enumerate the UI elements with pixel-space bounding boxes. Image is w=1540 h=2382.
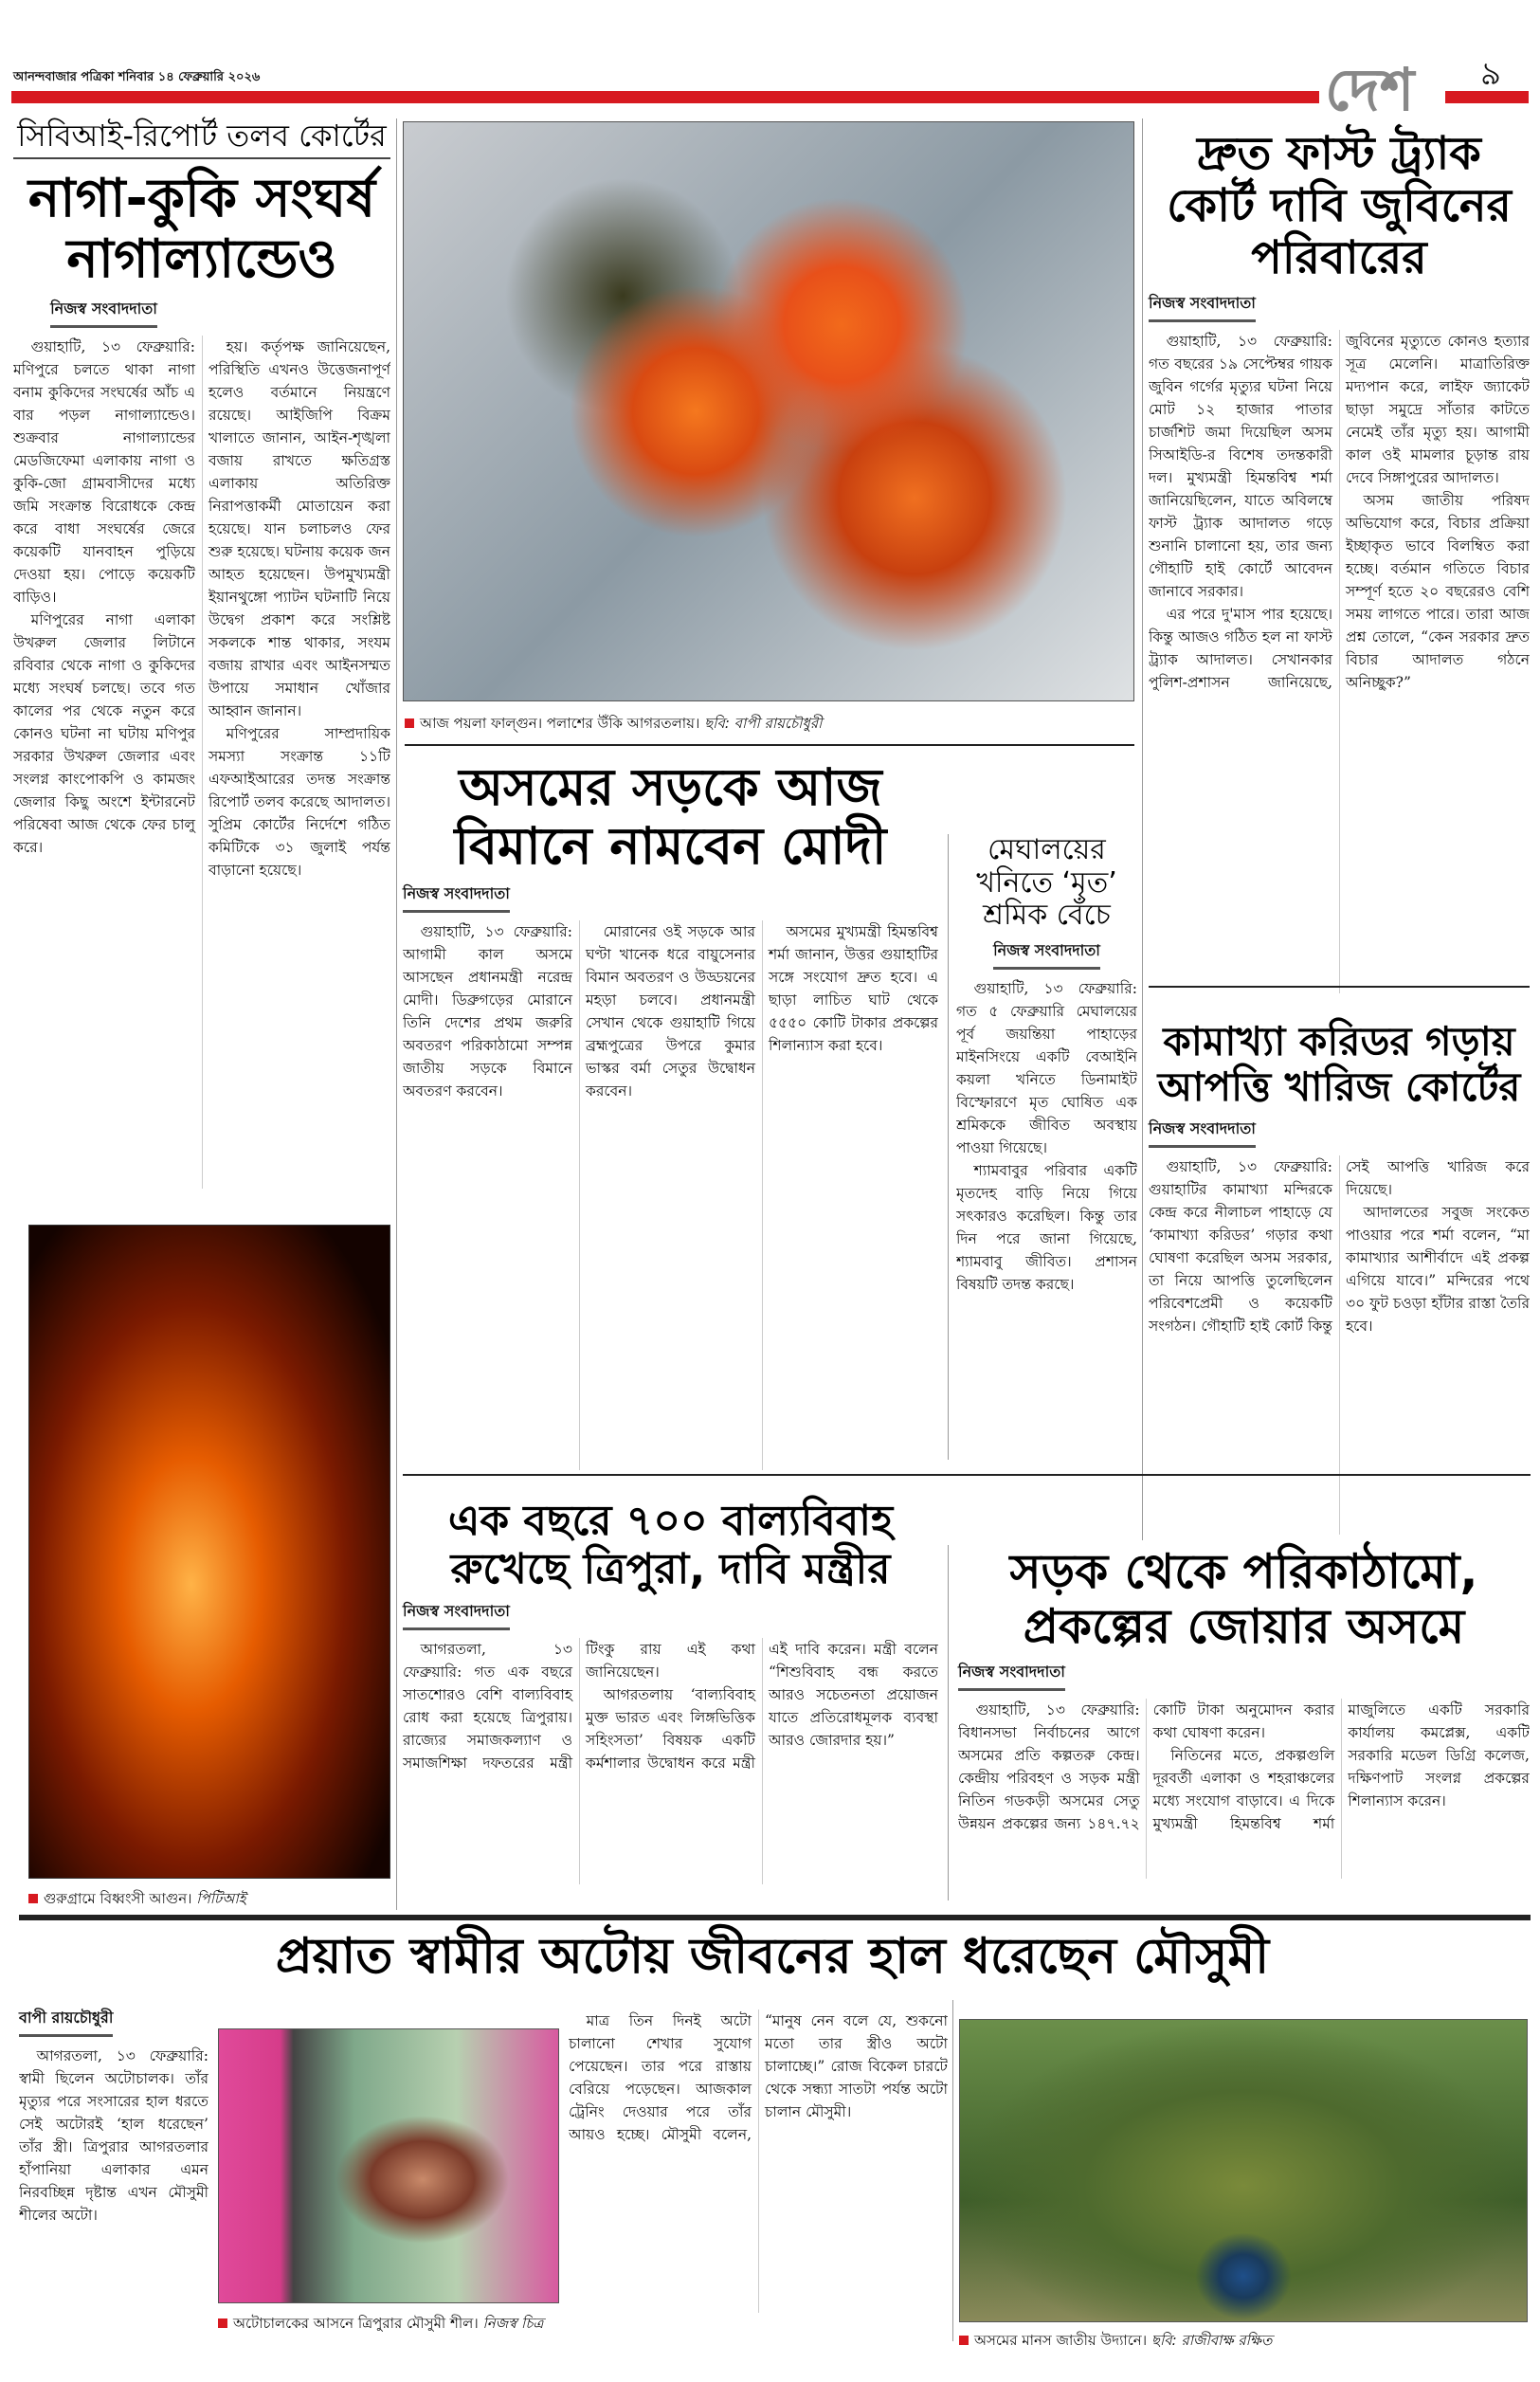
- peacock-photo: [959, 2019, 1528, 2322]
- section-rule: [1149, 986, 1530, 988]
- paragraph: গুয়াহাটি, ১৩ ফেব্রুয়ারি: আগামী কাল অসমে আসছেন প্রধানমন্ত্রী নরেন্দ্র মোদী। ডিব্রুগড়ের মোরানে তিনি দেশের প্রথম জরুরি অবতরণ পরিকাঠামো সম্পন্ন জাতীয় সড়কে বিমানে অবতরণ করবেন।: [403, 923, 572, 1100]
- article-body: [1149, 1155, 1530, 1535]
- article-naga-kuki: [13, 118, 390, 1218]
- article-headline: এক বছরে ৭০০ বাল্যবিবাহ রুখেছে ত্রিপুরা, দাবি মন্ত্রীর: [447, 1497, 894, 1593]
- article-body: [1149, 330, 1530, 993]
- article-headline: অসমের সড়কে আজ বিমানে নামবেন মোদী: [454, 757, 887, 877]
- article-tripura: [403, 1498, 938, 1896]
- article-meghalaya: [948, 834, 1137, 1460]
- article-body: [958, 1699, 1530, 1879]
- masthead: [0, 0, 1540, 124]
- photo-credit: পিটিআই: [196, 1890, 246, 1907]
- byline: নিজস্ব সংবাদদাতা: [403, 1599, 510, 1630]
- paragraph: শ্যামবাবুর পরিবার একটি মৃতদেহ বাড়ি নিয়ে গিয়ে সৎকারও করেছিল। কিন্তু তার দিন পরে জানা গিয়েছে, শ্যামবাবু জীবিত। প্রশাসন বিষয়টি তদন্ত করছে।: [956, 1161, 1137, 1293]
- section-rule: [19, 1915, 1531, 1920]
- paper-date-line: আনন্দবাজার পত্রিকা শনিবার ১৪ ফেব্রুয়ারি ২০২৬: [13, 70, 261, 84]
- column-divider: [1142, 118, 1143, 1540]
- article-headline: কামাখ্যা করিডর গড়ায় আপত্তি খারিজ কোর্টের: [1157, 1018, 1521, 1111]
- paragraph: আগরতলা, ১৩ ফেব্রুয়ারি: গত এক বছরে সাতশোরও বেশি বাল্যবিবাহ রোধ করা হয়েছে ত্রিপুরায়। রাজ্যের সমাজকল্যাণ ও সমাজশিক্ষা দফতরের মন্ত্রী টিংকু রায় এই কথা জানিয়েছেন।: [403, 1641, 755, 1773]
- article-headline: সড়ক থেকে পরিকাঠামো, প্রকল্পের জোয়ার অসমে: [1009, 1544, 1478, 1654]
- paragraph: আগরতলায় ‘বাল্যবিবাহ মুক্ত ভারত এবং লিঙ্গভিত্তিক সহিংসতা’ বিষয়ক একটি কর্মশালার উদ্বোধন করে মন্ত্রী এই দাবি করেন। মন্ত্রী বলেন “শিশুবিবাহ বন্ধ করতে আরও সচেতনতা প্রয়োজন যাতে প্রতিরোধমূলক ব্যবস্থা আরও জোরদার হয়।”: [586, 1641, 938, 1773]
- paragraph: হয়। কর্তৃপক্ষ জানিয়েছেন, পরিস্থিতি এখনও উত্তেজনাপূর্ণ হলেও বর্তমানে নিয়ন্ত্রণে রয়েছে। আইজিপি বিক্রম খালাতে জানান, আইন-শৃঙ্খলা বজায় রাখতে ক্ষতিগ্রস্ত এলাকায় অতিরিক্ত নিরাপত্তাকর্মী মোতায়েন করা হয়েছে। যান চলাচলও ফের শুরু হয়েছে। ঘটনায় কয়েক জন আহত হয়েছেন। উপমুখ্যমন্ত্রী ইয়ানথুঙ্গো প্যাটন ঘটনাটি নিয়ে উদ্বেগ প্রকাশ করে সংশ্লিষ্ট সকলকে শান্ত থাকার, সংযম বজায় রাখার এবং আইনসম্মত উপায়ে সমাধান খোঁজার আহ্বান জানান।: [208, 337, 390, 719]
- page-number: ৯: [1480, 55, 1502, 93]
- paragraph: এর পরে দু'মাস পার হয়েছে। কিন্তু আজও গঠিত হল না ফাস্ট ট্র্যাক আদালত। সেখানকার পুলিশ-প্রশাসন জানিয়েছে, জুবিনের মৃত্যুতে কোনও হত্যার সূত্র মেলেনি। মাত্রাতিরিক্ত মদ্যপান করে, লাইফ জ্যাকেট ছাড়া সমুদ্রে সাঁতার কাটতে নেমেই তাঁর মৃত্যু হয়। আগামী কাল ওই মামলার চূড়ান্ত রায় দেবে সিঙ্গাপুরের আদালত।: [1149, 332, 1530, 691]
- byline: নিজস্ব সংবাদদাতা: [1149, 1117, 1256, 1148]
- byline: নিজস্ব সংবাদদাতা: [50, 297, 157, 328]
- article-assam-projects: [948, 1545, 1530, 1900]
- article-headline-mousumi: প্রয়াত স্বামীর অটোয় জীবনের হাল ধরেছেন মৌসুমী: [275, 1928, 1270, 1985]
- article-body: [956, 977, 1137, 1470]
- paragraph: আদালতের সবুজ সংকেত পাওয়ার পরে শর্মা বলেন, “মা কামাখ্যার আশীর্বাদে এই প্রকল্প এগিয়ে যাবে।” মন্দিরের পথে ৩০ ফুট চওড়া হাঁটার রাস্তা তৈরি হবে।: [1346, 1203, 1530, 1335]
- photo-credit: ছবি: রাজীবাক্ষ রক্ষিত: [1150, 2332, 1273, 2349]
- article-body: [403, 920, 938, 1470]
- peacock-photo-caption: [959, 2330, 1528, 2354]
- section-logo: দেশ: [1325, 55, 1415, 124]
- caption-text: গুরুগ্রামে বিধ্বংসী আগুন।: [44, 1890, 192, 1907]
- masthead-red-bar: [11, 91, 1319, 103]
- paragraph: অসম জাতীয় পরিষদ অভিযোগ করে, বিচার প্রক্রিয়া ইচ্ছাকৃত ভাবে বিলম্বিত করা হচ্ছে। বর্তমান গতিতে বিচার সম্পূর্ণ হতে ২০ বছরেরও বেশি সময় লাগতে পারে। তারা আজ প্রশ্ন তোলে, “কেন সরকার দ্রুত বিচার আদালত গঠনে অনিচ্ছুক?”: [1346, 491, 1530, 691]
- article-modi: [403, 758, 938, 1460]
- fire-photo-caption: [28, 1888, 390, 1912]
- section-rule: [403, 1474, 1531, 1476]
- auto-photo-caption: [218, 2313, 559, 2337]
- byline: নিজস্ব সংবাদদাতা: [403, 882, 510, 913]
- article-zubeen: [1149, 128, 1530, 972]
- article-headline: নাগা-কুকি সংঘর্ষ নাগাল্যান্ডেও: [27, 167, 376, 291]
- byline: বাপী রায়চৌধুরী: [19, 2006, 113, 2037]
- article-body-left: [19, 2045, 208, 2329]
- paragraph: গুয়াহাটি, ১৩ ফেব্রুয়ারি: গত ৫ ফেব্রুয়ারি মেঘালয়ের পূর্ব জয়ন্তিয়া পাহাড়ের মাইনসিংয়ে একটি বেআইনি কয়লা খনিতে ডিনামাইট বিস্ফোরণে মৃত ঘোষিত এক শ্রমিককে জীবিত অবস্থায় পাওয়া গিয়েছে।: [956, 979, 1137, 1156]
- caption-text: অটোচালকের আসনে ত্রিপুরার মৌসুমী শীল।: [233, 2315, 479, 2332]
- paragraph: গুয়াহাটি, ১৩ ফেব্রুয়ারি: গুয়াহাটির কামাখ্যা মন্দিরকে কেন্দ্র করে নীলাচল পাহাড়ে যে ‘কামাখ্যা করিডর’ গড়ার কথা ঘোষণা করেছিল অসম সরকার, তা নিয়ে আপত্তি তুলেছিলেন পরিবেশপ্রেমী ও কয়েকটি সংগঠন। গৌহাটি হাই কোর্ট কিন্তু সেই আপত্তি খারিজ করে দিয়েছে।: [1149, 1157, 1530, 1335]
- paragraph: মণিপুরের নাগা এলাকা উখরুল জেলার লিটানে রবিবার থেকে নাগা ও কুকিদের মধ্যে সংঘর্ষ চলছে। তবে গত কালের পর থেকে নতুন করে কোনও ঘটনা না ঘটায় মণিপুর সরকার উখরুল জেলার এবং সংলগ্ন কাংপোকপি ও কামজং জেলার কিছু অংশে ইন্টারনেট পরিষেবা আজ থেকে ফের চালু করে।: [13, 610, 195, 856]
- column-divider: [396, 118, 397, 1910]
- paragraph: গুয়াহাটি, ১৩ ফেব্রুয়ারি: মণিপুরে চলতে থাকা নাগা বনাম কুকিদের সংঘর্ষের আঁচ এ বার পড়ল নাগাল্যান্ডেও। শুক্রবার নাগাল্যান্ডের মেডজিফেমা এলাকায় নাগা ও কুকি-জো গ্রামবাসীদের মধ্যে জমি সংক্রান্ত বিরোধকে কেন্দ্র করে বাধা সংঘর্ষের জেরে কয়েকটি যানবাহন পুড়িয়ে দেওয়া হয়। পোড়ে কয়েকটি বাড়িও।: [13, 337, 195, 606]
- paragraph: নিতিনের মতে, প্রকল্পগুলি দূরবর্তী এলাকা ও শহরাঞ্চলের মধ্যে সংযোগ বাড়াবে। এ দিকে মুখ্যমন্ত্রী হিমন্তবিশ্ব শর্মা মাজুলিতে একটি সরকারি কার্যালয় কমপ্লেক্স, একটি সরকারি মডেল ডিগ্রি কলেজ, দক্ষিণপাট সংলগ্ন প্রকল্পের শিলান্যাস করেন।: [1152, 1701, 1530, 1833]
- article-headline: দ্রুত ফাস্ট ট্র্যাক কোর্ট দাবি জুবিনের পরিবারের: [1167, 127, 1512, 285]
- palash-flower-photo: [403, 121, 1134, 701]
- article-body-right: [569, 2009, 948, 2313]
- fire-photo: [28, 1225, 390, 1879]
- column-divider: [952, 2000, 953, 2341]
- photo-credit: ছবি: বাপী রায়চৌধুরী: [704, 715, 823, 732]
- paragraph: গুয়াহাটি, ১৩ ফেব্রুয়ারি: বিধানসভা নির্বাচনের আগে অসমের প্রতি কল্পতরু কেন্দ্র। কেন্দ্রীয় পরিবহণ ও সড়ক মন্ত্রী নিতিন গডকড়ী অসমের সেতু উন্নয়ন প্রকল্পের জন্য ১৪৭.৭২ কোটি টাকা অনুমোদন করার কথা ঘোষণা করেন।: [958, 1701, 1335, 1833]
- article-body: [13, 336, 390, 1189]
- article-body: [403, 1638, 938, 1884]
- article-kamakhya: [1149, 1019, 1530, 1540]
- byline: নিজস্ব সংবাদদাতা: [1149, 291, 1256, 322]
- paragraph: মোরানের ওই সড়কে আর ঘণ্টা খানেক ধরে বায়ুসেনার বিমান অবতরণ ও উড্ডয়নের মহড়া চলবে। প্রধানমন্ত্রী সেখান থেকে গুয়াহাটি গিয়ে ব্রহ্মপুত্রের উপরে কুমার ভাস্কর বর্মা সেতুর উদ্বোধন করবেন।: [586, 923, 755, 1100]
- paragraph: মণিপুরের সাম্প্রদায়িক সমস্যা সংক্রান্ত ১১টি এফআইআরের তদন্ত সংক্রান্ত রিপোর্ট তলব করেছে আদালত। সুপ্রিম কোর্টের নির্দেশে গঠিত কমিটিকে ৩১ জুলাই পর্যন্ত বাড়ানো হয়েছে।: [208, 724, 390, 879]
- caption-text: আজ পয়লা ফাল্গুন। পলাশের উঁকি আগরতলায়।: [420, 715, 700, 732]
- photo-credit: নিজস্ব চিত্র: [482, 2315, 544, 2332]
- auto-driver-photo: [218, 2028, 559, 2303]
- byline: নিজস্ব সংবাদদাতা: [993, 938, 1100, 970]
- paragraph: আগরতলা, ১৩ ফেব্রুয়ারি: স্বামী ছিলেন অটোচালক। তাঁর মৃত্যুর পরে সংসারের হাল ধরতে সেই অটোরই ‘হাল ধরেছেন’ তাঁর স্ত্রী। ত্রিপুরার আগরতলার হাঁপানিয়া এলাকার এমন নিরবচ্ছিন্ন দৃষ্টান্ত এখন মৌসুমী শীলের অটো।: [19, 2047, 208, 2225]
- article-kicker: সিবিআই-রিপোর্ট তলব কোর্টের: [13, 118, 390, 159]
- paragraph: অসমের মুখ্যমন্ত্রী হিমন্তবিশ্ব শর্মা জানান, উত্তর গুয়াহাটির সঙ্গে সংযোগ দ্রুত হবে। এ ছাড়া লাচিত ঘাট থেকে ৫৫৫০ কোটি টাকার প্রকল্পের শিলান্যাস করা হবে।: [769, 923, 938, 1055]
- byline: নিজস্ব সংবাদদাতা: [958, 1660, 1065, 1691]
- paragraph: গুয়াহাটি, ১৩ ফেব্রুয়ারি: গত বছরের ১৯ সেপ্টেম্বর গায়ক জুবিন গর্গের মৃত্যুর ঘটনা নিয়ে মোট ১২ হাজার পাতার চার্জশিট জমা দিয়েছিল অসম সিআইডি-র বিশেষ তদন্তকারী দল। মুখ্যমন্ত্রী হিমন্তবিশ্ব শর্মা জানিয়েছিলেন, যাতে অবিলম্বে ফাস্ট ট্র্যাক আদালত গড়ে শুনানি চালানো হয়, তার জন্য গৌহাটি হাই কোর্টে আবেদন জানাবে সরকার।: [1149, 332, 1332, 600]
- caption-text: অসমের মানস জাতীয় উদ্যানে।: [974, 2332, 1148, 2349]
- palash-photo-caption: [405, 713, 1134, 746]
- article-headline: মেঘালয়ের খনিতে ‘মৃত’ শ্রমিক বেঁচে: [976, 833, 1117, 932]
- paragraph: মাত্র তিন দিনই অটো চালানো শেখার সুযোগ পেয়েছেন। তার পরে রাস্তায় বেরিয়ে পড়েছেন। আজকাল ট্রেনিং দেওয়ার পরে তাঁর আয়ও হচ্ছে। মৌসুমী বলেন, “মানুষ নেন বলে যে, শুকনো মতো তার স্ত্রীও অটো চালাচ্ছে।” রোজ বিকেল চারটে থেকে সন্ধ্যা সাতটা পর্যন্ত অটো চালান মৌসুমী।: [569, 2012, 948, 2144]
